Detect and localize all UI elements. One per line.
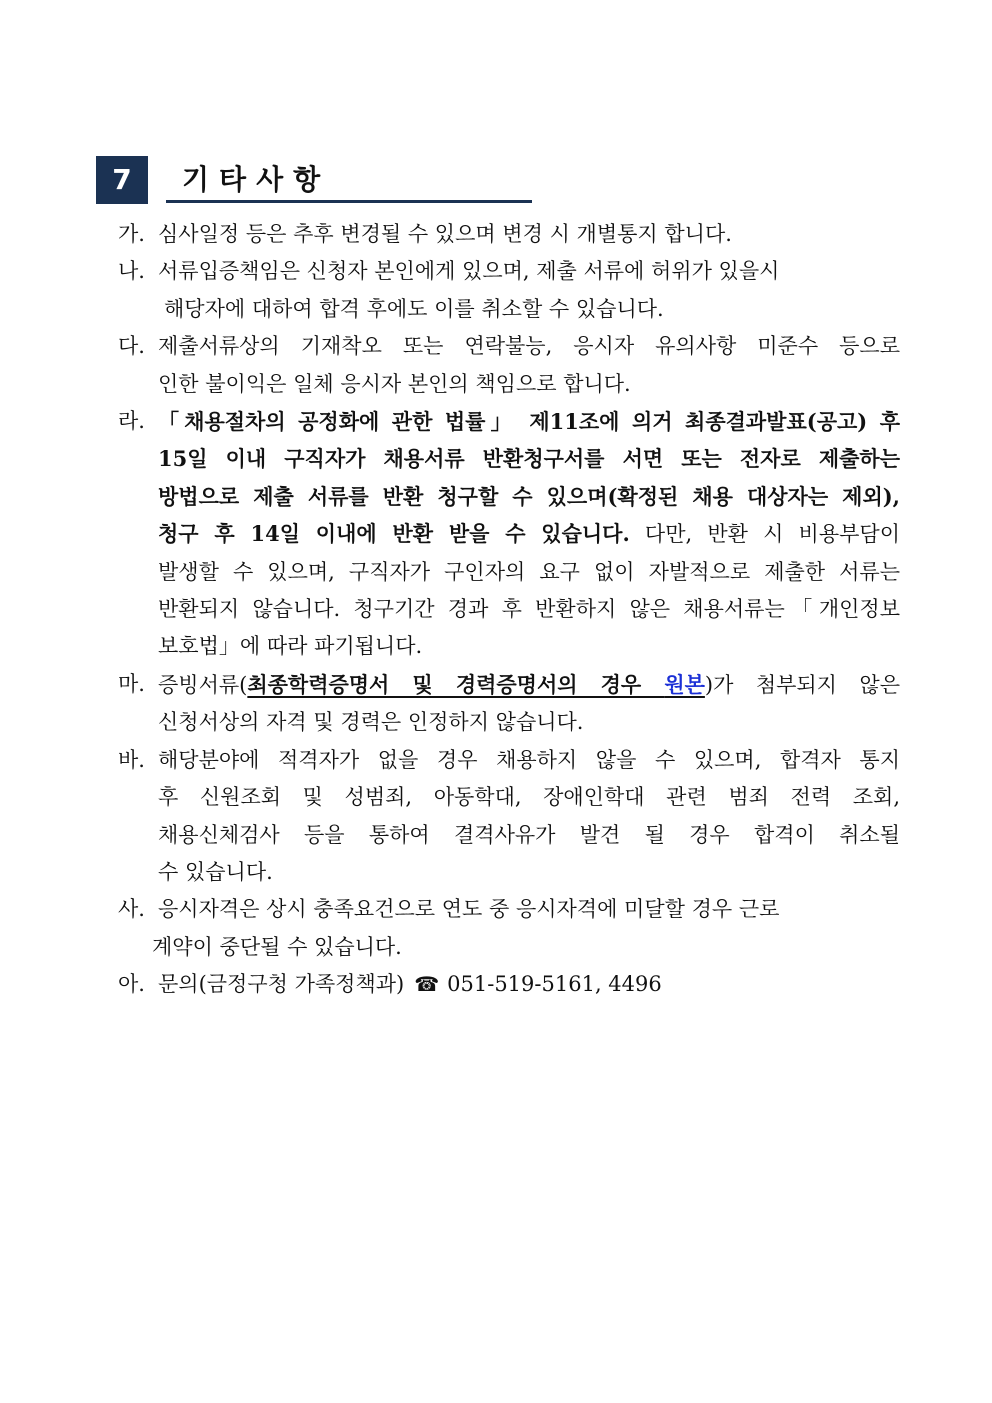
item-marker: 라. — [118, 409, 145, 434]
item-text-line-bold: 방법으로 제출 서류를 반환 청구할 수 있으며(확정된 채용 대상자는 제외), — [158, 483, 900, 509]
item-text-line-bold: 15일 이내 구직자가 채용서류 반환청구서를 서면 또는 전자로 제출하는 — [158, 446, 900, 472]
section-title: 기타사항 — [182, 163, 331, 196]
item-text-line: 인한 불이익은 일체 응시자 본인의 책임으로 합니다. — [158, 371, 631, 396]
item-text-line: 반환되지 않습니다. 청구기간 경과 후 반환하지 않은 채용서류는「개인정보 — [158, 597, 900, 622]
phone-number: 051-519-5161, 4496 — [447, 972, 662, 997]
item-marker: 다. — [118, 334, 145, 359]
item-body — [152, 891, 900, 966]
phone-icon: ☎ — [414, 972, 440, 997]
list-item-a — [118, 966, 900, 1003]
item-text-line: 응시자격은 상시 충족요건으로 연도 중 응시자격에 미달할 경우 근로 — [158, 897, 780, 922]
section-header — [96, 156, 436, 204]
item-text-line-bold: 「채용절차의 공정화에 관한 법률」 제11조에 의거 최종결과발표(공고) 후 — [158, 409, 900, 435]
item-body — [158, 742, 900, 892]
item-text-segment: )가 첨부되지 않은 — [704, 672, 901, 697]
section-title-underline — [166, 200, 532, 203]
item-marker: 아. — [118, 972, 145, 997]
original-document-note — [247, 672, 705, 697]
item-marker: 가. — [118, 222, 145, 246]
item-marker: 나. — [118, 259, 145, 284]
item-body — [158, 403, 900, 666]
item-text-line: 채용신체검사 등을 통하여 결격사유가 발견 될 경우 합격이 취소될 — [158, 822, 900, 847]
item-text-line-mixed — [158, 666, 900, 704]
section-number-badge: 7 — [96, 156, 148, 204]
item-text-line: 해당자에 대하여 합격 후에도 이를 취소할 수 있습니다. — [164, 296, 664, 321]
list-item-ra — [118, 403, 900, 666]
item-text-line: 심사일정 등은 추후 변경될 수 있으며 변경 시 개별통지 합니다. — [158, 222, 732, 246]
item-body — [158, 966, 900, 1003]
underlined-text: 최종학력증명서 및 경력증명서의 경우 — [247, 671, 665, 697]
item-marker: 바. — [118, 747, 145, 772]
list-item-ba — [118, 742, 900, 892]
item-text-line-mixed — [158, 515, 900, 553]
item-text-line: 수 있습니다. — [158, 859, 273, 884]
item-text-line: 해당분야에 적격자가 없을 경우 채용하지 않을 수 있으며, 합격자 통지 — [158, 747, 900, 772]
item-body — [158, 666, 900, 742]
item-body — [158, 216, 900, 253]
item-text-line: 보호법」에 따라 파기됩니다. — [158, 634, 423, 659]
item-text-line: 후 신원조회 및 성범죄, 아동학대, 장애인학대 관련 범죄 전력 조회, — [158, 785, 900, 810]
item-text-segment: 다만, 반환 시 비용부담이 — [629, 522, 900, 547]
notice-list — [118, 216, 900, 1004]
list-item-ga — [118, 216, 900, 253]
list-item-na — [118, 253, 900, 328]
list-item-sa — [118, 891, 900, 966]
list-item-da — [118, 328, 900, 403]
item-text-segment: 증빙서류( — [158, 672, 248, 697]
contact-label: 문의(금정구청 가족정책과) — [158, 972, 405, 997]
item-text-bold-segment: 청구 후 14일 이내에 반환 받을 수 있습니다. — [158, 521, 630, 547]
contact-line — [158, 966, 900, 1003]
item-marker: 사. — [118, 897, 145, 922]
item-text-line: 계약이 중단될 수 있습니다. — [152, 934, 402, 959]
item-text-line: 신청서상의 자격 및 경력은 인정하지 않습니다. — [158, 710, 584, 735]
item-body — [158, 328, 900, 403]
item-text-line: 제출서류상의 기재착오 또는 연락불능, 응시자 유의사항 미준수 등으로 — [158, 334, 900, 359]
item-text-line: 발생할 수 있으며, 구직자가 구인자의 요구 없이 자발적으로 제출한 서류는 — [158, 559, 900, 584]
item-marker: 마. — [118, 671, 145, 696]
item-body — [158, 253, 900, 328]
original-emphasis-text: 원본 — [664, 671, 705, 697]
list-item-ma — [118, 666, 900, 742]
item-text-line: 서류입증책임은 신청자 본인에게 있으며, 제출 서류에 허위가 있을시 — [158, 259, 780, 284]
